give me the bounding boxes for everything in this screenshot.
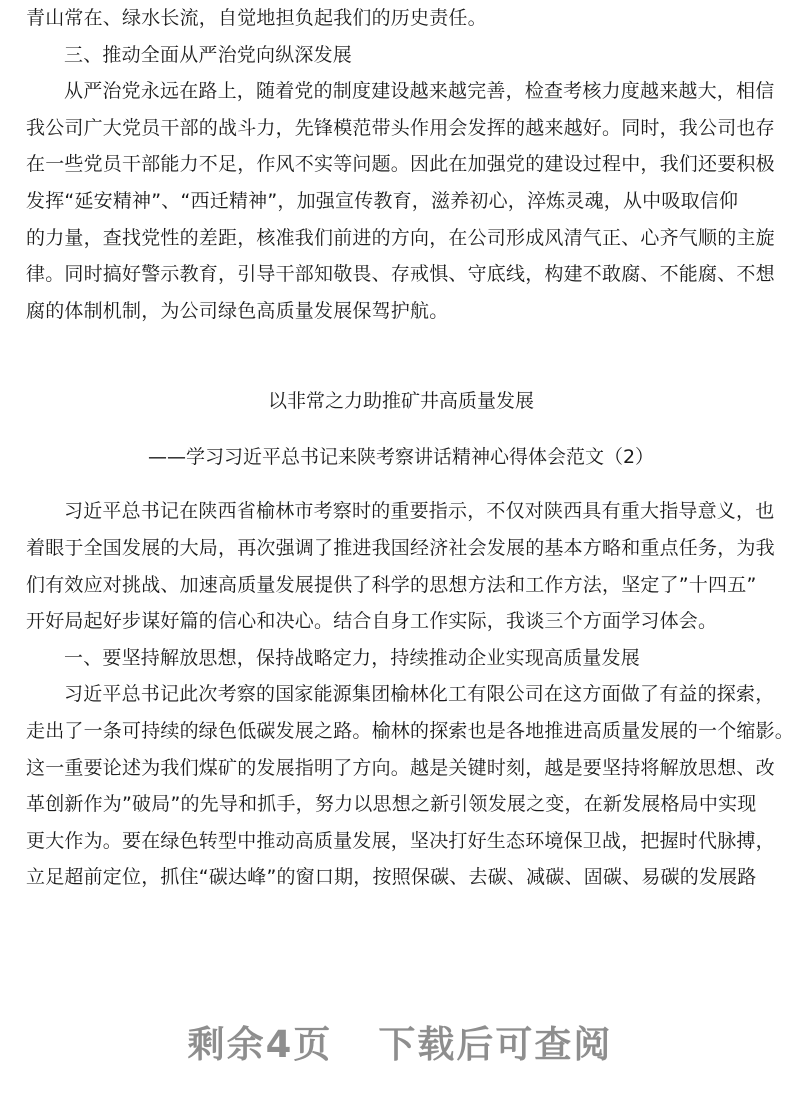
paragraph-line: 立足超前定位，抓住“碳达峰”的窗口期，按照保碳、去碳、减碳、固碳、易碳的发展路 [26,866,757,889]
paragraph-line: 们有效应对挑战、加速高质量发展提供了科学的思想方法和工作方法，坚定了”十四五” [26,573,757,596]
paragraph-line: 开好局起好步谋好篇的信心和决心。结合自身工作实际，我谈三个方面学习体会。 [26,610,718,633]
section-heading: 三、推动全面从严治党向纵深发展 [64,43,353,66]
paragraph-line: 革创新作为”破局”的先导和抓手，努力以思想之新引领发展之变，在新发展格局中实现 [26,793,757,816]
document-page [26,0,795,896]
previous-section [26,0,776,329]
paragraph-line: 从严治党永远在路上，随着党的制度建设越来越完善，检查考核力度越来越大，相信 [64,80,775,103]
paragraph-line: 发挥“延安精神”、“西迁精神”，加强宣传教育，滋养初心，淬炼灵魂，从中吸取信仰 [26,189,739,212]
article-title: 以非常之力助推矿井高质量发展 [267,390,534,413]
download-prompt[interactable] [0,1014,800,1068]
paragraph-line: 律。同时搞好警示教育，引导干部知敬畏、存戒惧、守底线，构建不敢腐、不能腐、不想 [26,263,775,286]
download-to-view-label: 下载后可查阅 [378,1023,613,1066]
remaining-pages-label: 剩余4页 [187,1023,333,1066]
paragraph-line: 青山常在、绿水长流，自觉地担负起我们的历史责任。 [26,7,487,29]
paragraph-line: 的力量，查找党性的差距，核准我们前进的方向，在公司形成风清气正、心齐气顺的主旋 [26,226,775,249]
article-subtitle: ——学习习近平总书记来陕考察讲话精神心得体会范文（2） [147,446,655,469]
paragraph-line: 习近平总书记此次考察的国家能源集团榆林化工有限公司在这方面做了有益的探索， [64,683,775,706]
paragraph-line: 走出了一条可持续的绿色低碳发展之路。榆林的探索也是各地推进高质量发展的一个缩影。 [26,719,795,742]
paragraph-line: 习近平总书记在陕西省榆林市考察时的重要指示，不仅对陕西具有重大指导意义，也 [64,500,775,523]
paragraph-line: 更大作为。要在绿色转型中推动高质量发展，坚决打好生态环境保卫战，把握时代脉搏， [26,829,775,852]
article-body [26,493,795,896]
paragraph-line: 在一些党员干部能力不足，作风不实等问题。因此在加强党的建设过程中，我们还要积极 [26,153,775,176]
paragraph-line: 我公司广大党员干部的战斗力，先锋模范带头作用会发挥的越来越好。同时，我公司也存 [26,116,775,139]
paragraph-line: 腐的体制机制，为公司绿色高质量发展保驾护航。 [26,299,449,322]
section-heading: 一、要坚持解放思想，保持战略定力，持续推动企业实现高质量发展 [64,646,641,669]
paragraph-line: 着眼于全国发展的大局，再次强调了推进我国经济社会发展的基本方略和重点任务，为我 [26,536,775,559]
paragraph-line: 这一重要论述为我们煤矿的发展指明了方向。越是关键时刻，越是要坚持将解放思想、改 [26,756,775,779]
